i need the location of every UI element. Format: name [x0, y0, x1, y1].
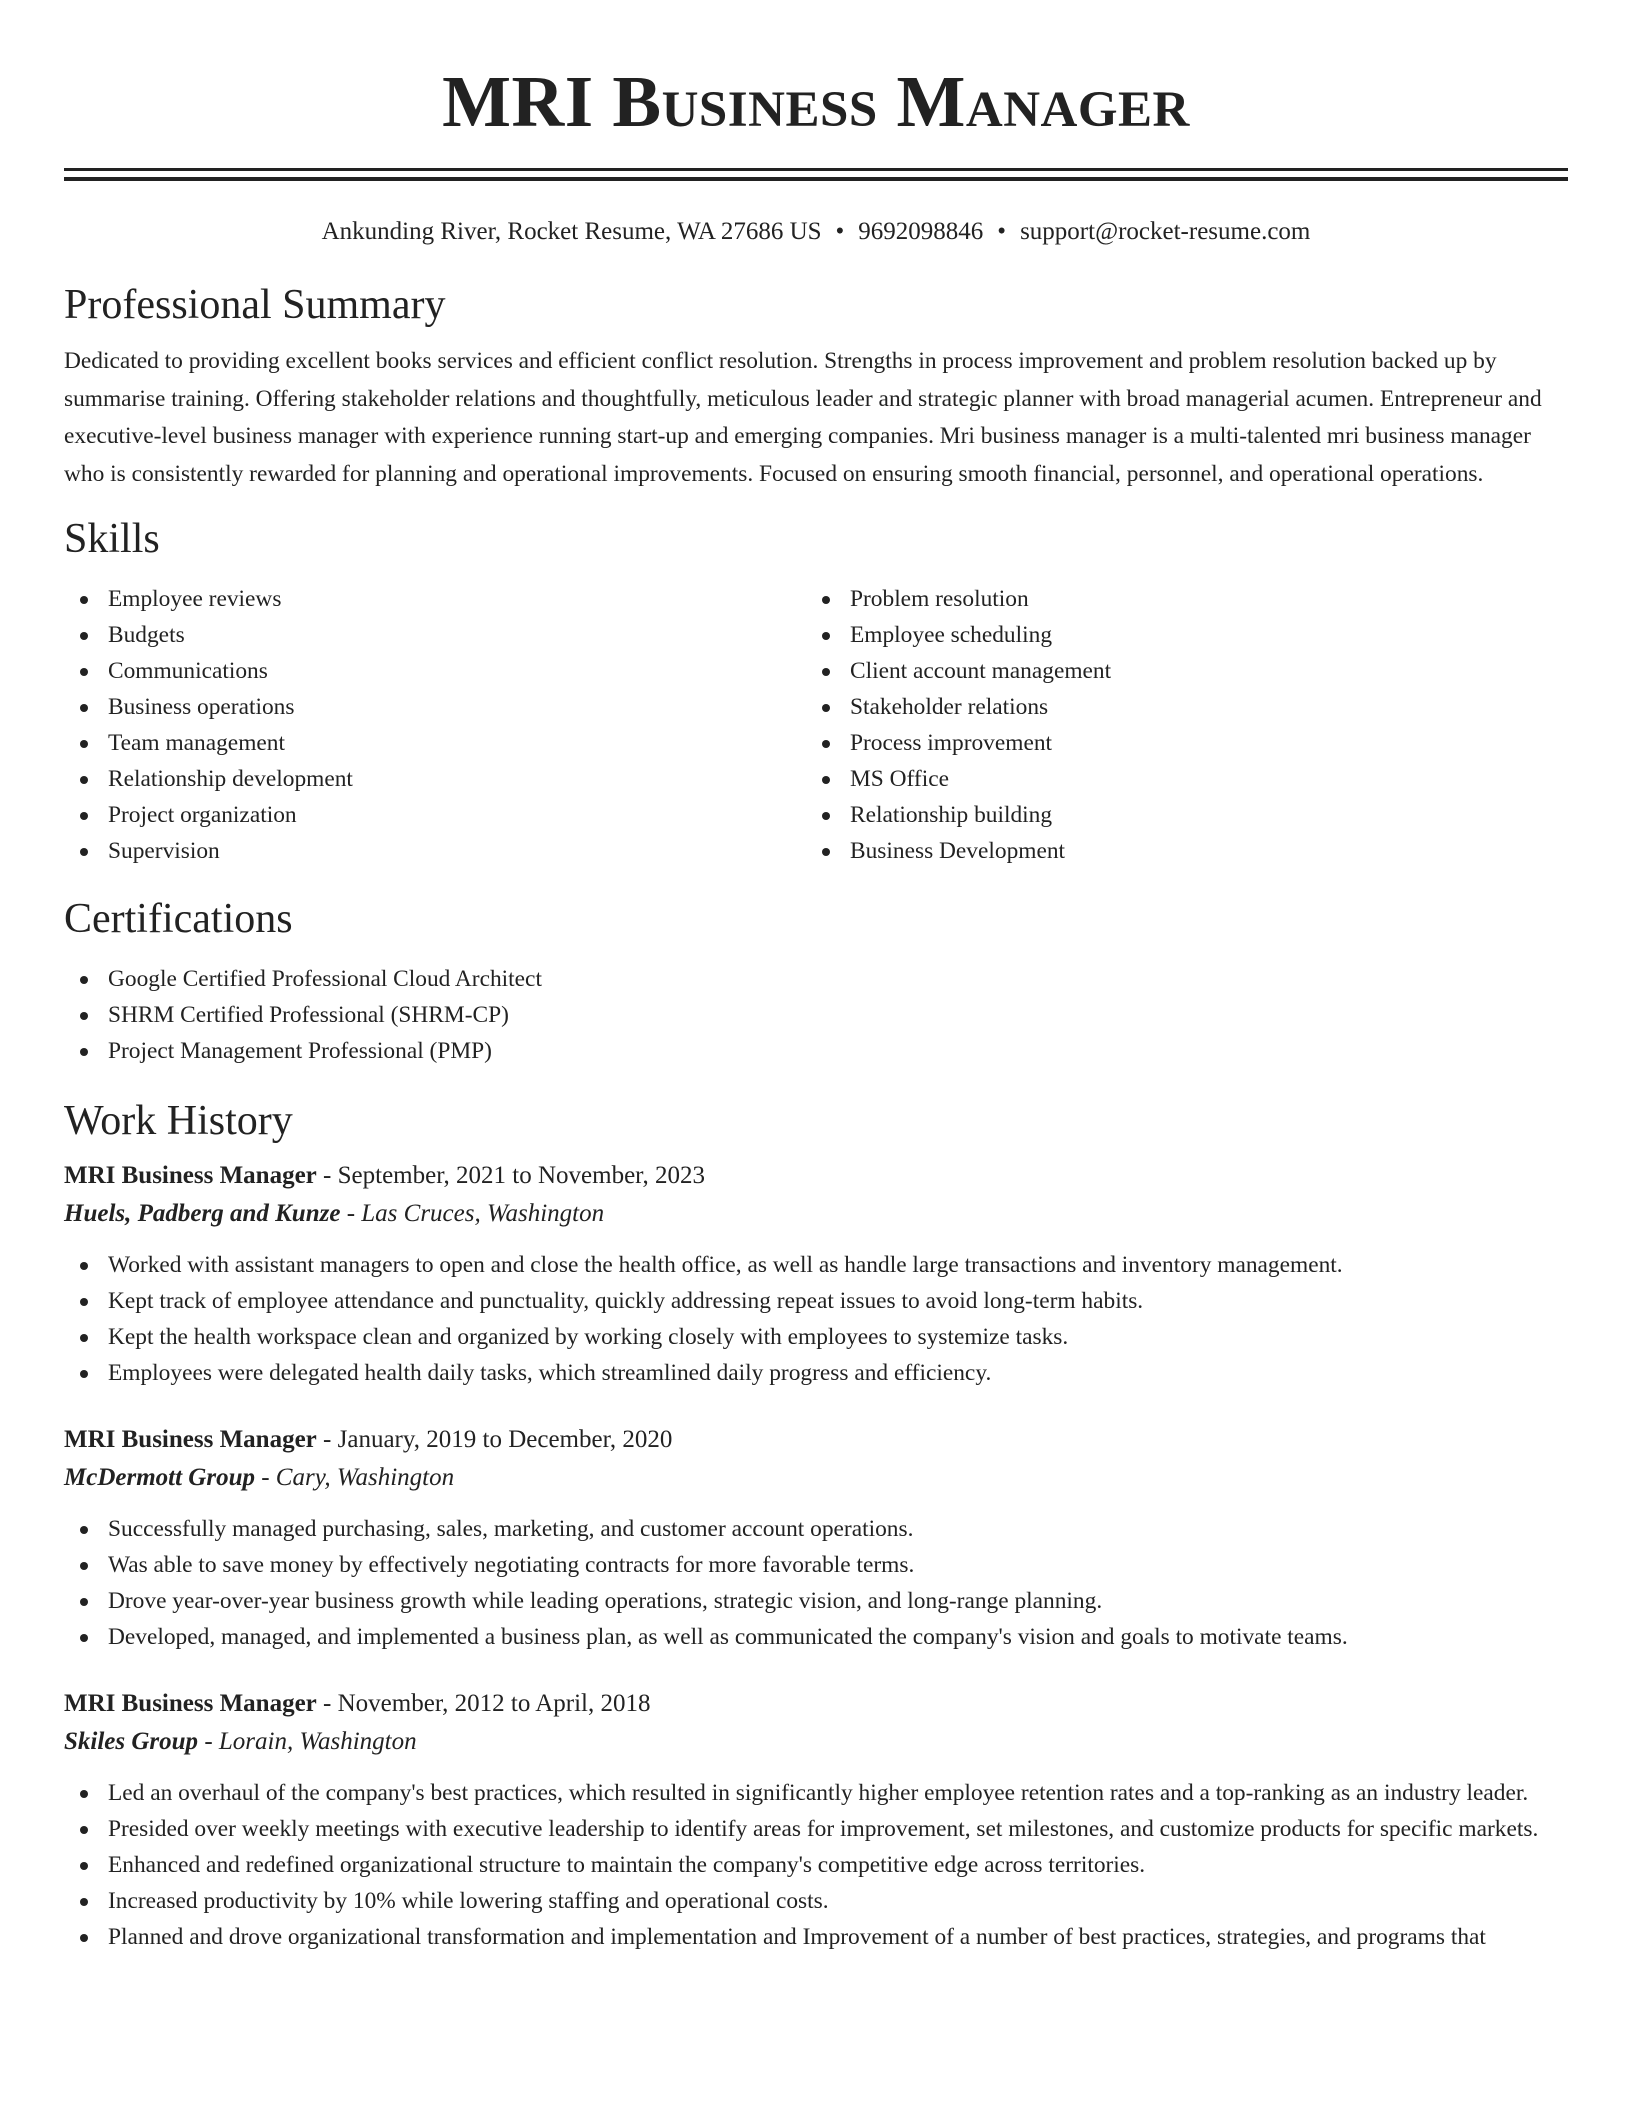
job-title: MRI Business Manager	[64, 1690, 317, 1717]
skill-item: Employee scheduling	[806, 617, 1548, 653]
job-company: Skiles Group	[64, 1728, 199, 1755]
certification-item: SHRM Certified Professional (SHRM-CP)	[64, 997, 1568, 1033]
job-company: Huels, Padberg and Kunze	[64, 1200, 341, 1227]
contact-email: support@rocket-resume.com	[1020, 218, 1311, 245]
job-company: McDermott Group	[64, 1464, 255, 1491]
job-title-line	[64, 1685, 1568, 1723]
skill-item: Process improvement	[806, 725, 1548, 761]
skill-item: Budgets	[64, 617, 806, 653]
skills-list	[64, 581, 1568, 869]
job-title: MRI Business Manager	[64, 1426, 317, 1453]
certifications-heading: Certifications	[64, 896, 293, 942]
job-bullet: Was able to save money by effectively negotiating contracts for more favorable terms.	[64, 1547, 1568, 1583]
certification-item: Project Management Professional (PMP)	[64, 1033, 1568, 1069]
job-location: - Lorain, Washington	[198, 1728, 417, 1755]
job-dates: - January, 2019 to December, 2020	[316, 1426, 673, 1453]
summary-text: Dedicated to providing excellent books services and efficient conflict resolution. Strengths in process improvement and problem resolution backed up by summarise training. Offering stakeholder relations and thoughtfully, meticulous leader and strategic planner with broad managerial acumen. Entrepreneur and executive-level business manager with experience running start-up and emerging companies. Mri business manager is a multi-talented mri business manager who is consistently rewarded for planning and operational improvements. Focused on ensuring smooth financial, personnel, and operational operations.	[64, 348, 1542, 487]
skill-item: Client account management	[806, 653, 1548, 689]
job-company-line	[64, 1459, 1568, 1497]
job-bullet: Successfully managed purchasing, sales, marketing, and customer account operations.	[64, 1511, 1568, 1547]
contact-separator: •	[997, 218, 1007, 245]
skill-item: Team management	[64, 725, 806, 761]
skills-column-left	[64, 581, 806, 869]
certifications-list	[64, 961, 1568, 1069]
job-location: - Las Cruces, Washington	[340, 1200, 605, 1227]
job-location: - Cary, Washington	[254, 1464, 455, 1491]
skill-item: Project organization	[64, 797, 806, 833]
skill-item: MS Office	[806, 761, 1548, 797]
work-history-heading: Work History	[64, 1098, 293, 1144]
resume-name: MRI Business Manager	[442, 61, 1190, 142]
job-bullet: Drove year-over-year business growth while leading operations, strategic vision, and long-range planning.	[64, 1583, 1568, 1619]
certification-item: Google Certified Professional Cloud Architect	[64, 961, 1568, 997]
job-title-line	[64, 1157, 1568, 1195]
job-bullet: Presided over weekly meetings with executive leadership to identify areas for improvement, set milestones, and customize products for specific markets.	[64, 1811, 1568, 1847]
job-entry	[64, 1685, 1568, 1955]
skills-heading: Skills	[64, 516, 160, 562]
job-bullet: Worked with assistant managers to open and close the health office, as well as handle large transactions and inventory management.	[64, 1247, 1568, 1283]
skill-item: Business Development	[806, 833, 1548, 869]
job-bullet: Kept the health workspace clean and organized by working closely with employees to systemize tasks.	[64, 1319, 1568, 1355]
job-bullet: Employees were delegated health daily tasks, which streamlined daily progress and efficiency.	[64, 1355, 1568, 1391]
job-bullets	[64, 1511, 1568, 1655]
job-bullet: Led an overhaul of the company's best practices, which resulted in significantly higher employee retention rates and a top-ranking as an industry leader.	[64, 1775, 1568, 1811]
skills-column-right	[806, 581, 1548, 869]
skill-item: Problem resolution	[806, 581, 1548, 617]
job-bullet: Planned and drove organizational transformation and implementation and Improvement of a number of best practices, strategies, and programs that	[64, 1919, 1568, 1955]
summary-heading: Professional Summary	[64, 282, 446, 328]
job-dates: - November, 2012 to April, 2018	[316, 1690, 651, 1717]
job-title: MRI Business Manager	[64, 1162, 317, 1189]
skill-item: Stakeholder relations	[806, 689, 1548, 725]
job-entry	[64, 1421, 1568, 1655]
job-company-line	[64, 1195, 1568, 1233]
job-dates: - September, 2021 to November, 2023	[316, 1162, 705, 1189]
contact-address: Ankunding River, Rocket Resume, WA 27686 US	[321, 218, 822, 245]
job-bullet: Increased productivity by 10% while lowering staffing and operational costs.	[64, 1883, 1568, 1919]
header-rule-top	[64, 168, 1568, 171]
skill-item: Employee reviews	[64, 581, 806, 617]
contact-line	[64, 215, 1568, 249]
skill-item: Relationship building	[806, 797, 1548, 833]
job-bullet: Developed, managed, and implemented a business plan, as well as communicated the company's vision and goals to motivate teams.	[64, 1619, 1568, 1655]
contact-phone: 9692098846	[858, 218, 984, 245]
header-rule-bottom	[64, 177, 1568, 181]
skill-item: Business operations	[64, 689, 806, 725]
job-bullet: Enhanced and redefined organizational structure to maintain the company's competitive edge across territories.	[64, 1847, 1568, 1883]
job-company-line	[64, 1723, 1568, 1761]
resume-page	[64, 0, 1568, 1955]
contact-separator: •	[835, 218, 845, 245]
skill-item: Relationship development	[64, 761, 806, 797]
job-bullets	[64, 1247, 1568, 1391]
job-title-line	[64, 1421, 1568, 1459]
skill-item: Supervision	[64, 833, 806, 869]
job-bullet: Kept track of employee attendance and punctuality, quickly addressing repeat issues to avoid long-term habits.	[64, 1283, 1568, 1319]
job-entry	[64, 1157, 1568, 1391]
skill-item: Communications	[64, 653, 806, 689]
job-bullets	[64, 1775, 1568, 1955]
